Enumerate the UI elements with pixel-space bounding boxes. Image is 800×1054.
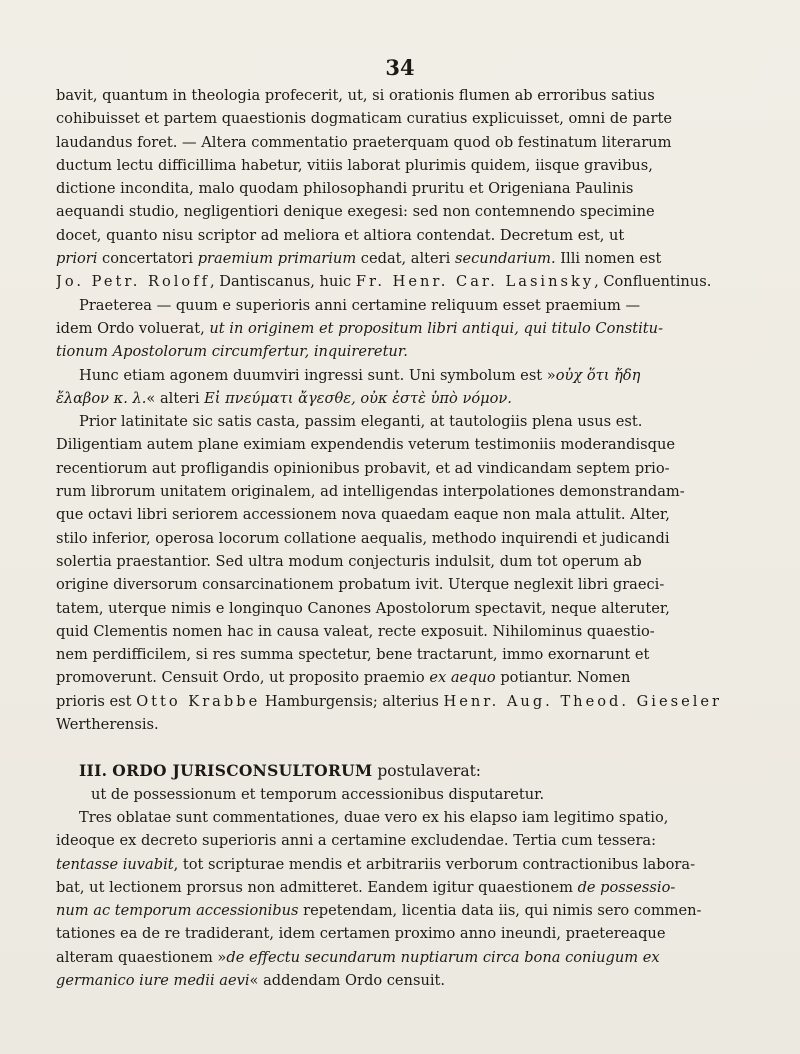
section-number: III. [79, 761, 108, 781]
text-line [56, 876, 756, 899]
text-line [56, 899, 756, 922]
text-span: Hunc etiam agonem duumviri ingressi sunt. Uni symbolum est » [79, 366, 556, 384]
greek-quote: Εἰ πνεύματι ἄγεσθε, οὐκ ἐστὲ ὑπὸ νόμον. [204, 389, 512, 407]
section-title: ORDO JURISCONSULTORUM [112, 761, 373, 781]
emphasis: tentasse iuvabit [56, 855, 174, 873]
text-line: stilo inferior, operosa locorum collatione aequalis, methodo inquirendi et judicandi [56, 529, 670, 547]
emphasis: priori [56, 250, 98, 268]
text-line: origine diversorum consarcinationem probatum ivit. Uterque neglexit libri graeci- [56, 576, 665, 594]
text-span: cedat, alteri [356, 250, 455, 268]
emphasis: de effectu secundarum nuptiarum circa bona coniugum ex [226, 948, 660, 966]
section-heading [56, 759, 756, 782]
emphasis: de possessio- [577, 878, 676, 896]
greek-quote: οὐχ ὅτι ἤδη [555, 366, 641, 384]
text-line: Diligentiam autem plane eximiam expendendis veterum testimoniis moderandisque [56, 436, 676, 454]
text-line [56, 270, 756, 293]
text-line [56, 946, 756, 969]
page-number: 34 [385, 55, 415, 80]
text-line: rum librorum unitatem originalem, ad intelligendas interpolationes demonstrandam- [56, 483, 685, 501]
emphasis: praemium primarium [197, 250, 357, 268]
text-line [56, 969, 756, 992]
body-text [56, 84, 756, 992]
text-line: cohibuisset et partem quaestionis dogmaticam curatius explicuisset, omni de parte [56, 110, 672, 128]
greek-quote: ἔλαβον κ. λ. [56, 389, 147, 407]
text-line [56, 853, 756, 876]
text-line: que octavi libri seriorem accessionem nova quaedam eaque non mala attulit. Alter, [56, 506, 670, 524]
text-line: Praeterea — quum e superioris anni certamine reliquum esset praemium — [79, 296, 641, 314]
text-line: Prior latinitate sic satis casta, passim eleganti, at tautologiis plena usus est. [79, 413, 643, 431]
text-line [56, 690, 756, 713]
text-line: ideoque ex decreto superioris anni a certamine excludendae. Tertia cum tessera: [56, 832, 657, 850]
text-line [56, 666, 756, 689]
text-span: , Dantiscanus, huic [210, 273, 356, 291]
author-name: Fr. Henr. Car. Lasinsky [355, 273, 595, 291]
text-line [56, 317, 756, 340]
emphasis: num ac temporum accessionibus [56, 902, 299, 920]
text-span: potiantur. Nomen [495, 669, 631, 687]
text-line: aequandi studio, negligentiori denique exegesi: sed non contemnendo specimine [56, 203, 655, 221]
text-line: bavit, quantum in theologia profecerit, ut, si orationis flumen ab erroribus satius [56, 87, 655, 104]
text-span: concertatori [97, 250, 198, 268]
text-span: « addendam Ordo censuit. [249, 971, 446, 989]
text-line: laudandus foret. — Altera commentatio praeterquam quod ob festinatum literarum [56, 133, 672, 151]
emphasis: tionum Apostolorum circumfertur, inquireretur. [56, 343, 408, 361]
author-name: Jo. Petr. Roloff [56, 273, 211, 291]
emphasis: ex aequo [429, 669, 496, 687]
text-span: prioris est [56, 692, 137, 710]
text-line: Tres oblatae sunt commentationes, duae vero ex his elapso iam legitimo spatio, [79, 808, 669, 826]
text-span: , Confluentinus. [594, 273, 712, 291]
author-name: Henr. Aug. Theod. Gieseler [443, 692, 722, 710]
text-span: alteram quaestionem » [56, 948, 227, 966]
text-line [56, 247, 756, 270]
text-line: dictione incondita, malo quodam philosophandi pruritu et Origeniana Paulinis [56, 180, 634, 198]
text-line: Wertherensis. [56, 716, 159, 734]
text-line: quid Clementis nomen hac in causa valeat, recte exposuit. Nihilominus quaestio- [56, 622, 655, 640]
text-span: repetendam, licentia data iis, qui nimis sero commen- [298, 902, 702, 920]
text-line: nem perdifficilem, si res summa spectetur, bene tractarunt, immo exornarunt et [56, 646, 650, 664]
text-line: recentiorum aut profligandis opinionibus probavit, et ad vindicandam septem prio- [56, 459, 670, 477]
text-line: docet, quanto nisu scriptor ad meliora et altiora contendat. Decretum est, ut [56, 226, 625, 244]
text-line: solertia praestantior. Sed ultra modum conjecturis indulsit, dum tot operum ab [56, 552, 642, 570]
text-span: Illi nomen est [555, 250, 662, 268]
text-line [56, 387, 756, 410]
text-line [56, 340, 756, 363]
text-span: idem Ordo voluerat, [56, 319, 210, 337]
section-gap [56, 736, 756, 759]
text-line: ut de possessionum et temporum accessionibus disputaretur. [91, 785, 545, 803]
text-span: promoverunt. Censuit Ordo, ut proposito praemio [56, 669, 430, 687]
text-line: tatem, uterque nimis e longinquo Canones Apostolorum spectavit, neque alteruter, [56, 599, 670, 617]
text-line [56, 364, 756, 387]
author-name: Otto Krabbe [136, 692, 261, 710]
text-span: postulaverat: [372, 762, 482, 781]
text-line: ductum lectu difficillima habetur, vitiis laborat plurimis quidem, iisque gravibus, [56, 156, 653, 174]
text-span: Hamburgensis; alterius [260, 692, 444, 710]
emphasis: secundarium. [454, 250, 556, 268]
emphasis: germanico iure medii aevi [56, 971, 250, 989]
text-span: « alteri [146, 389, 205, 407]
text-span: bat, ut lectionem prorsus non admitteret. Eandem igitur quaestionem [56, 878, 578, 896]
text-line: tationes ea de re tradiderant, idem certamen proximo anno ineundi, praetereaque [56, 925, 666, 943]
text-span: , tot scripturae mendis et arbitrariis verborum contractionibus labora- [173, 855, 695, 873]
emphasis: ut in originem et propositum libri antiqui, qui titulo Constitu- [209, 319, 664, 337]
